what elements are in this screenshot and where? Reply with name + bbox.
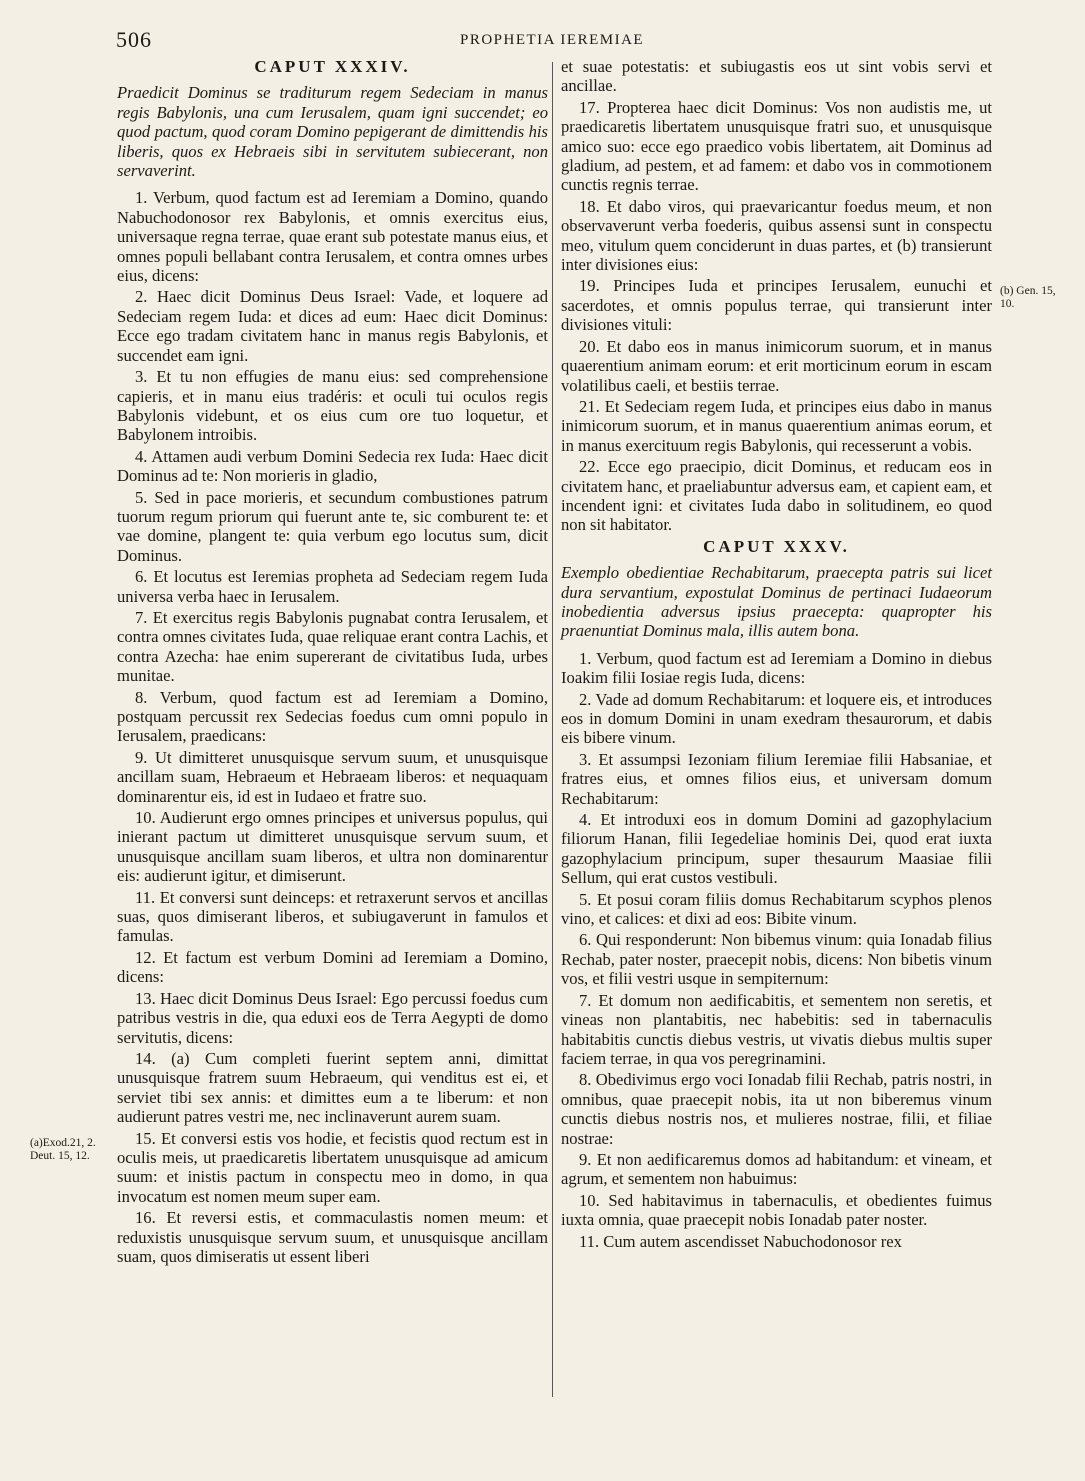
verse: 1. Verbum, quod factum est ad Ieremiam a Domino, quando Nabuchodonosor rex Babylonis, et omnis exercitus eius, universaque regna terrae, quae erant sub potestate manus eius, et omnes populi bellabant contra Ierusalem, et contra omnes urbes eius, dicens: [117, 188, 548, 286]
verse: 10. Sed habitavimus in tabernaculis, et obedientes fuimus iuxta omnia, quae praecepit nobis Ionadab pater noster. [561, 1190, 992, 1230]
running-title: PROPHETIA IEREMIAE [460, 32, 645, 48]
verse: 2. Vade ad domum Rechabitarum: et loquere eis, et introduces eos in domum Domini in unam exedram thesaurorum, et dabis eis bibere vinum. [561, 689, 992, 748]
verse: 7. Et exercitus regis Babylonis pugnabat contra Ierusalem, et contra omnes civitates Iuda, quae reliquae erant contra Lachis, et contra Azecha: hae enim supererant de civitatibus Iuda, urbes munitae. [117, 607, 548, 686]
chapter-summary: Praedicit Dominus se traditurum regem Sedeciam in manus regis Babylonis, una cum Ierusalem, quam igni succendet; eo quod pactum, quod coram Domino pepigerant de dimittendis his liberis, quos ex Hebraeis sibi in servitutem subiecerant, non servaverint. [117, 83, 548, 181]
verse-list [561, 98, 992, 535]
verse: 15. Et conversi estis vos hodie, et fecistis quod rectum est in oculis meis, ut praedicaretis libertatem unusquisque ad amicum suum: et inistis pactum in conspectu meo in domo, in qua invocatum est nomen meum super eam. [117, 1128, 548, 1206]
verse: 14. (a) Cum completi fuerint septem anni, dimittat unusquisque fratrem suum Hebraeum, qui venditus est ei, et serviet tibi sex annis: et dimittes eum a te liberum: et non audierunt patres vestri me, nec inclinaverunt aurem suam. [117, 1048, 548, 1127]
chapter-summary: Exemplo obedientiae Rechabitarum, praecepta patris sui licet dura servantium, expostulat Dominus de pertinaci Iudaeorum inobedientia adversus ipsius praecepta: quapropter his praenuntiat Dominus mala, illis autem bona. [561, 563, 992, 641]
verse: 19. Principes Iuda et principes Ierusalem, eunuchi et sacerdotes, et omnis populus terrae, qui transierunt inter divisiones vituli: [561, 276, 992, 335]
verse: 12. Et factum est verbum Domini ad Ieremiam a Domino, dicens: [117, 947, 548, 987]
verse-list [561, 649, 992, 1251]
verse: 9. Ut dimitteret unusquisque servum suum, et unusquisque ancillam suam, Hebraeum et Hebraeam liberos: et nequaquam dominarentur eis, id est in Iudaeo et fratre suo. [117, 747, 548, 806]
verse: 22. Ecce ego praecipio, dicit Dominus, et reducam eos in civitatem hanc, et praeliabuntur adversus eam, et capient eam, et incendent igni: et civitates Iuda dabo in solitudinem, eo quod non sit habitator. [561, 457, 992, 535]
verse: 2. Haec dicit Dominus Deus Israel: Vade, et loquere ad Sedeciam regem Iuda: et dices ad eum: Haec dicit Dominus: Ecce ego tradam civitatem hanc in manus regis Babylonis, et succendet eam igni. [117, 287, 548, 365]
chapter-title: CAPUT XXXIV. [254, 57, 411, 76]
verse: 16. Et reversi estis, et commaculastis nomen meum: et reduxistis unusquisque servum suum, et unusquisque ancillam suam, quos dimiseratis ut essent liberi [117, 1208, 548, 1266]
verse: 8. Verbum, quod factum est ad Ieremiam a Domino, postquam percussit rex Sedecias foedus cum omni populo in Ierusalem, praedicans: [117, 687, 548, 746]
verse: 4. Attamen audi verbum Domini Sedecia rex Iuda: Haec dicit Dominus ad te: Non morieris in gladio, [117, 446, 548, 486]
verse-list [117, 188, 548, 1266]
verse: 9. Et non aedificaremus domos ad habitandum: et vineam, et agrum, et sementem non habuimus: [561, 1149, 992, 1189]
margin-note-a: (a)Exod.21, 2. Deut. 15, 12. [30, 1137, 96, 1162]
chapter-title: CAPUT XXXV. [703, 536, 850, 556]
verse: 5. Sed in pace morieris, et secundum combustiones patrum tuorum regum priorum qui fuerunt ante te, sic comburent te: et vae domine, plangent te: quia verbum ego locutus sum, dicit Dominus. [117, 487, 548, 565]
verse: 6. Qui responderunt: Non bibemus vinum: quia Ionadab filius Rechab, pater noster, praecepit nobis, dicens: Non bibetis vinum vos, et filii vestri usque in sempiternum: [561, 930, 992, 989]
page-number: 506 [116, 27, 152, 52]
verse: 21. Et Sedeciam regem Iuda, et principes eius dabo in manus inimicorum suorum, et in manus quaerentium animas eorum, et in manus exercituum regis Babylonis, qui recesserunt a vobis. [561, 396, 992, 455]
verse: 6. Et locutus est Ieremias propheta ad Sedeciam regem Iuda universa verba haec in Ierusalem. [117, 567, 548, 606]
verse: 11. Et conversi sunt deinceps: et retraxerunt servos et ancillas suas, quos dimiserant liberos, et subiugaverunt in famulos et famulas. [117, 887, 548, 946]
verse: 8. Obedivimus ergo voci Ionadab filii Rechab, patris nostri, in omnibus, quae praecepit nobis, ita ut non biberemus vinum cunctis diebus nostris nos, et mulieres nostrae, filii, et filiae nostrae: [561, 1070, 992, 1148]
verse: 10. Audierunt ergo omnes principes et universus populus, qui inierant pactum ut dimitteret unusquisque servum suum, et unusquisque ancillam suam liberos, et ultra non dominarentur eis: audierunt igitur, et dimiserunt. [117, 808, 548, 886]
verse: 5. Et posui coram filiis domus Rechabitarum scyphos plenos vino, et calices: et dixi ad eos: Bibite vinum. [561, 889, 992, 929]
verse: 17. Propterea haec dicit Dominus: Vos non audistis me, ut praedicaretis libertatem unusquisque fratri suo, et unusquisque amico suo: ecce ego praedico vobis libertatem, ait Dominus ad gladium, ad pestem, et ad famem: et dabo vos in commotionem cunctis regnis terrae. [561, 97, 992, 195]
verse: 11. Cum autem ascendisset Nabuchodonosor rex [579, 1231, 902, 1251]
verse: 18. Et dabo viros, qui praevaricantur foedus meum, et non observaverunt verba foederis, quibus assensi sunt in conspectu meo, vitulum quem conciderunt in duas partes, et (b) transierunt inter divisiones eius: [561, 196, 992, 275]
verse: 7. Et domum non aedificabitis, et sementem non seretis, et vineas non plantabitis, nec habebitis: sed in tabernaculis habitabitis cunctis diebus vestris, ut vivatis diebus multis super faciem terrae, in qua vos peregrinamini. [561, 990, 992, 1068]
verse: 20. Et dabo eos in manus inimicorum suorum, et in manus quaerentium animam eorum: et erit morticinum eorum in escam volatilibus caeli, et bestiis terrae. [561, 336, 992, 395]
verse: 3. Et tu non effugies de manu eius: sed comprehensione capieris, et in manu eius tradéris: et oculi tui oculos regis Babylonis videbunt, et os eius cum ore tuo loquetur, et Babylonem introibis. [117, 367, 548, 445]
verse: 4. Et introduxi eos in domum Domini ad gazophylacium filiorum Hanan, filii Iegedeliae hominis Dei, quod erat iuxta gazophylacium principum, super thesaurum Maasiae filii Sellum, qui erat custos vestibuli. [561, 810, 992, 888]
left-column [117, 57, 548, 1268]
verse: 1. Verbum, quod factum est ad Ieremiam a Domino in diebus Ioakim filii Iosiae regis Iuda, dicens: [561, 648, 992, 688]
margin-note-b: (b) Gen. 15, 10. [1000, 285, 1056, 310]
column-divider [552, 62, 553, 1397]
verse-continuation: et suae potestatis: et subiugastis eos ut sint vobis servi et ancillae. [561, 57, 992, 96]
right-column [561, 57, 992, 1253]
verse: 3. Et assumpsi Iezoniam filium Ieremiae filii Habsaniae, et fratres eius, et omnes filios eius, et universam domum Rechabitarum: [561, 749, 992, 808]
verse: 13. Haec dicit Dominus Deus Israel: Ego percussi foedus cum patribus vestris in die, qua eduxi eos de Terra Aegypti de domo servitutis, dicens: [117, 988, 548, 1047]
